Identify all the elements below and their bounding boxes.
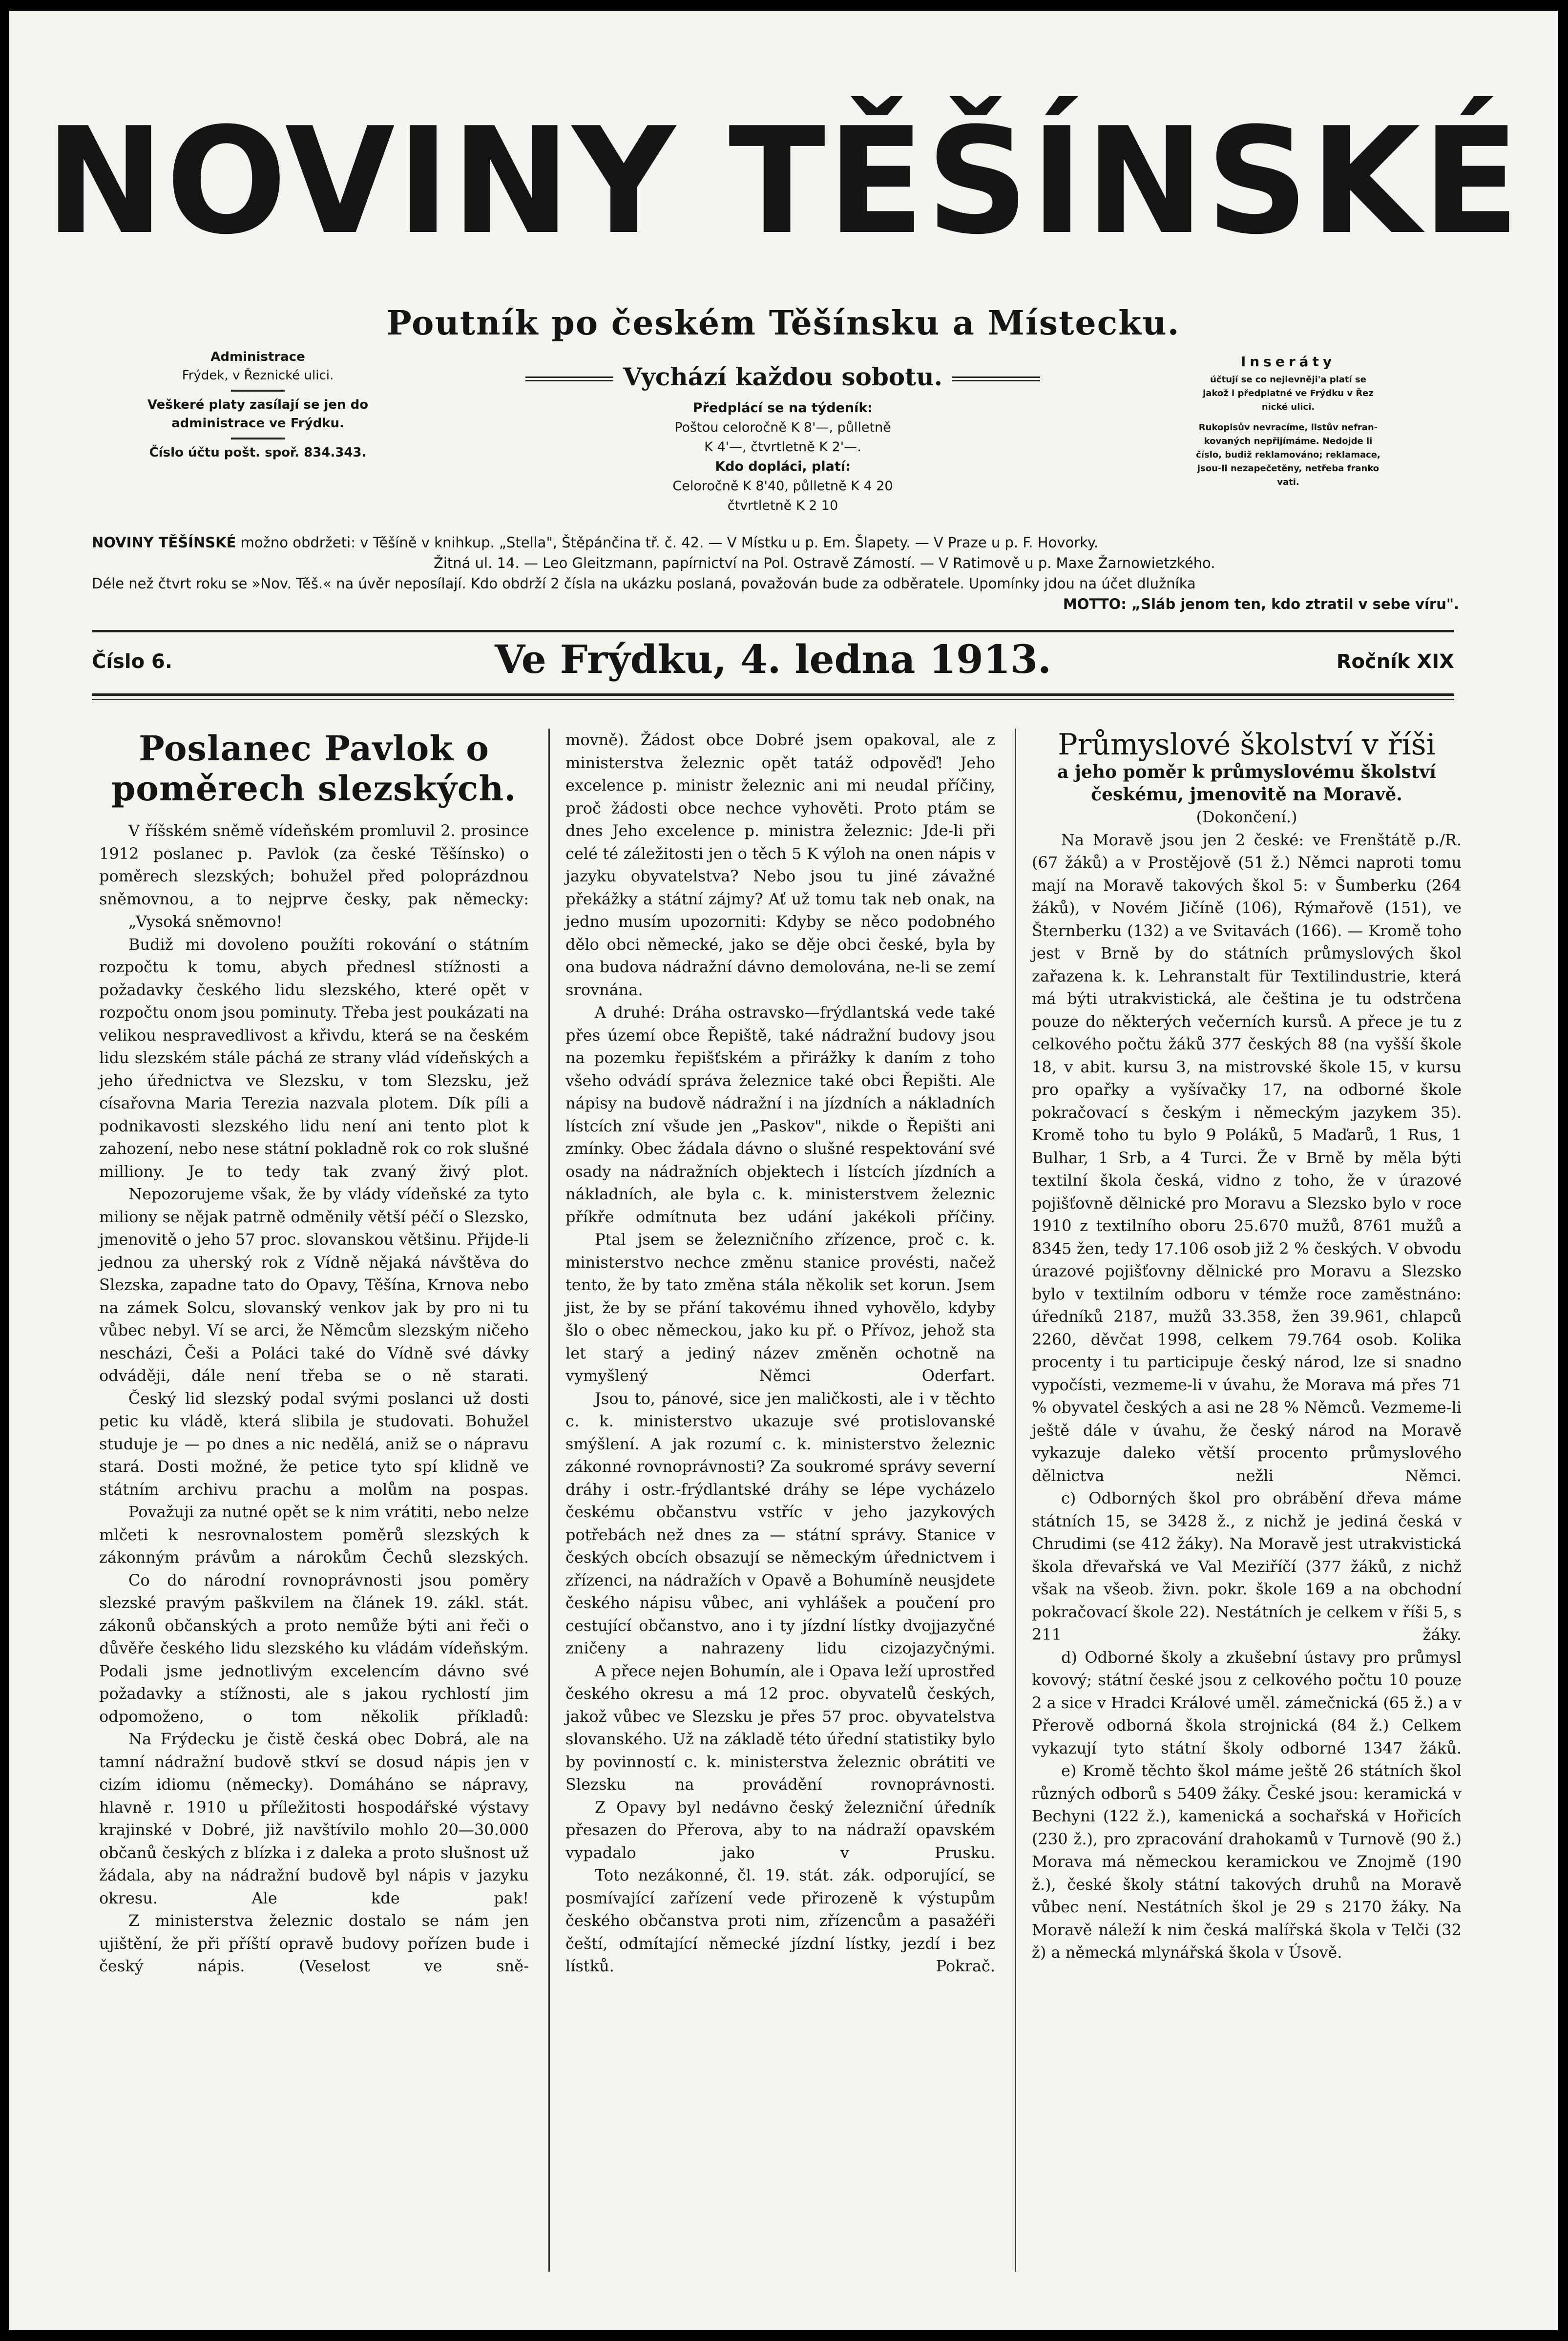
article-subtitle: a jeho poměr k průmyslovému školství českému, jmenovitě na Moravě. <box>1057 762 1436 805</box>
divider <box>231 390 285 392</box>
divider <box>92 693 1454 696</box>
continuation-note: (Dokončení.) <box>1196 808 1297 826</box>
paragraph: Český lid slezský podal svými poslanci už dosti petic ku vládě, která slibila je studovati. Bohužel studuje je — po dnes a nic nedělá, aniž se o nápravu stará. Dosti možné, že petice tyto spí klidně ve státním archivu prachu a molům na pospas. <box>99 1389 529 1499</box>
paragraph: Na Moravě jsou jen 2 české: ve Frenštátě p./R. (67 žáků) a v Prostějově (51 ž.) Němci naproti tomu mají na Moravě takových škol 5: v Šumberku (264 žáků), v Novém Jičíně (106), Rýmařově (151), ve Šternberku (132) a ve Svitavách (166). — Kromě toho jest v Brně by do státních průmyslových škol zařazena k. k. Lehranstalt für Textilindustrie, která má býti utrakvistická, ale čeština je tu odstrčena pouze do některých večerních kursů. A přece je tu z celkového počtu žáků 377 českých 88 (na vyšší škole 18, v abit. kursu 3, na mistrovské škole 15, v kursu pro opařky a vyšívačky 17, na odborné škole pokračovací s českým i německým jazykem 35). Kromě toho tu bylo 9 Poláků, 5 Maďarů, 1 Rus, 1 Bulhar, 1 Srb, a 4 Turci. Že v Brně by měla býti textilní škola česká, vidno z toho, že v úrazové pojišťovně dělnické pro Moravu a Slezsko bylo v roce 1910 z textilního oboru 25.670 mužů, 8761 mužů a 8345 žen, tedy 17.106 osob již 2 % českých. V obvodu úrazové pojišťovny dělnické pro Moravu a Slezsko bylo v textilním odboru v témže roce zaměstnáno: úředníků 2187, mužů 33.358, žen 39.961, chlapců 2260, děvčat 1998, celkem 79.764 osob. Kolika procenty i tu participuje český národ, lze si snadno vypočísti, vezmeme-li v úvahu, že Morava má přes 71 % obyvatel českých a asi ne 28 % Němců. Vezmeme-li ještě dále v úvahu, že český národ na Moravě vykazuje daleko větší procento průmyslového dělnictva nežli Němci. <box>1032 830 1462 1485</box>
paragraph: „Vysoká sněmovno! <box>128 912 283 931</box>
subscription-head: Předplácí se na týdeník: <box>692 400 873 416</box>
paragraph: Považuji za nutné opět se k nim vrátiti, nebo nelze mlčeti k nesrovnalostem poměrů slezských k zákonným právům a nárokům Čechů slezských. <box>99 1503 529 1567</box>
ads-line-4: Rukopisův nevracíme, listův nefran- <box>1198 422 1378 433</box>
administration-box <box>106 348 409 462</box>
ads-line-2: jakož i předplatné ve Frýdku v Řez <box>1203 388 1374 398</box>
distribution-brand: NOVINY TĚŠÍNSKÉ <box>92 534 236 551</box>
paragraph: Z ministerstva železnic dostalo se nám jen ujištění, že při příští opravě budovy pořízen bude i český nápis. (Veselost ve sně- <box>99 1911 529 1975</box>
column-divider <box>1015 729 1016 2272</box>
masthead-title: NOVINY TĚŠÍNSKÉ <box>45 96 1522 267</box>
column-divider <box>548 729 550 2272</box>
administration-note-1: Veškeré platy zasílají se jen do <box>147 397 369 412</box>
ads-line-6: číslo, budiž reklamováno; reklamace, <box>1196 450 1380 460</box>
divider <box>231 438 285 439</box>
paragraph: Z Opavy byl nedávno český železniční úředník přesazen do Přerova, aby to na nádraží opavském vypadalo jako v Prusku. <box>565 1798 995 1862</box>
publication-info <box>502 362 1064 516</box>
distribution-line-3: Déle než čtvrt roku se »Nov. Těš.« na úvěr neposílají. Kdo obdrží 2 čísla na ukázku poslaná, považován bude za odběratele. Upomínky jdou na účet dlužníka <box>92 575 1196 592</box>
paragraph: Nepozorujeme však, že by vlády vídeňské za tyto miliony se nějak patrně odměnily větší péčí o Slezsko, jmenovitě o jeho 57 proc. slovanskou většinu. Přijde-li jednou za uherský rok z Vídně nějaká návštěva do Slezska, zapadne tato do Opavy, Těšína, Krnova nebo na zámek Solcu, slovanský venkov jak by pro ni tu vůbec nebyl. Ví se arci, že Němcům slezským ničeho nescházi, Češi a Poláci také do Vídně své dávky odváději, dále není třeba se o ně starati. <box>99 1185 529 1385</box>
paragraph: Co do národní rovnoprávnosti jsou poměry slezské pravým paškvilem na článek 19. zákl. stát. zákonů občanských a proto nemůže býti ani řeči o důvěře českého lidu slezského ku vládám vídeňským. Podali jsme jednotlivým excelencím dávno své požadavky a stížnosti, ale s jakou rychlostí jim odpomoženo, o tom několik příkladů: <box>99 1570 529 1726</box>
subtitle: Poutník po českém Těšínsku a Místecku. <box>386 304 1180 343</box>
distribution-line-2: Žitná ul. 14. — Leo Gleitzmann, papírnictví na Pol. Ostravě Zámostí. — V Ratimově u p. Maxe Žarnowietzkého. <box>434 555 1215 571</box>
issue-volume: Ročník XIX <box>1336 650 1454 673</box>
frequency: Vychází každou sobotu. <box>623 362 942 391</box>
distribution-info <box>92 532 1459 614</box>
subscription-line-2: K 4'—, čtvrtletně K 2'—. <box>704 439 861 455</box>
ads-line-7: jsou-li nezapečetěny, netřeba franko <box>1197 463 1380 474</box>
postal-account: Číslo účtu pošt. spoř. 834.343. <box>149 445 367 460</box>
advertising-title: Inseráty <box>1240 354 1336 370</box>
column-3 <box>1032 729 1462 1964</box>
paragraph: d) Odborné školy a zkušební ústavy pro průmysl kovový; státní české jsou z celkového počtu 10 pouze 2 a sice v Hradci Králové uměl. zámečnická (65 ž.) a v Přerově odborná škola strojnická (84 ž.) Celkem vykazují tyto státní školy odborné 1347 žáků. <box>1032 1648 1462 1757</box>
ads-line-1: účtují se co nejlevněji'a platí se <box>1210 375 1366 385</box>
column-1 <box>99 729 529 1978</box>
administration-address: Frýdek, v Řeznické ulici. <box>182 368 334 383</box>
paragraph: c) Odborných škol pro obrábění dřeva máme státních 15, se 3428 ž., z nichž je jediná česká v Chrudimi (se 412 žáky). Na Moravě jest utrakvistická škola dřevařská ve Val Meziříčí (377 žáků, z nichž však na všeob. živn. pokr. škole 169 a na obchodní pokračovací škole 22). Nestátních je celkem v říši 5, s 211 žáky. <box>1032 1489 1462 1644</box>
rule-left <box>525 376 613 381</box>
paragraph: Jsou to, pánové, sice jen maličkosti, ale i v těchto c. k. ministerstvo ukazuje své protislovanské smýšlení. A jak rozumí c. k. ministerstvo železnic zákonné rovnoprávnosti? Za soukromé správy severní dráhy i ostr.-frýdlantské dráhy se lépe vycházelo českému občanstvu vstříc v jeho jazykových potřebách než dnes za — státní správy. Stanice v českých obcích obsazují se německým úřednictvem i zřízenci, na nádražích v Opavě a Bohumíně neusjdete českého nápisu vůbec, ani vyhlášek a poučení pro cestující občanstvo, ano i ty jízdní lístky dvojjazyčné zničeny a nahrazeny lidu cizojazyčnými. <box>565 1389 995 1657</box>
paragraph: Ptal jsem se železničního zřízence, proč c. k. ministerstvo nechce změnu stanice provésti, načež tento, že by tato změna stála několik set korun. Jsem jist, že by se přání takovému ihned vyhovělo, kdyby šlo o obec německou, jako ku př. o Přívoz, jehož sta let starý a jediný název změněn ochotně na vymyšlený Němci Oderfart. <box>565 1230 995 1385</box>
delivery-line-1: Celoročně K 8'40, půlletně K 4 20 <box>672 479 893 494</box>
paragraph: A přece nejen Bohumín, ale i Opava leží uprostřed českého okresu a má 12 proc. obyvatelů českých, jakož vůbec ve Slezsku je přes 57 proc. obyvatelstva slovanského. Už na základě této úřední statistiky bylo by povinností c. k. ministerstva železnic obrátiti ve Slezsku na provádění rovnoprávnosti. <box>565 1661 995 1794</box>
issue-number: Číslo 6. <box>92 650 173 673</box>
paragraph: e) Kromě těchto škol máme ještě 26 státních škol různých odborů s 5409 žáky. České jsou: keramická v Bechyni (122 ž.), kamenická a sochařská v Hořicích (230 ž.), pro zpracování drahokamů v Turnově (90 ž.) Morava má německou keramickou ve Znojmě (190 ž.), české školy státní takových druhů na Moravě vůbec není. Nestátních škol je 29 s 2170 žáky. Na Moravě náleží k nim česká malířská škola v Telči (32 ž) a německá mlynářská škola v Úsově. <box>1032 1761 1462 1962</box>
advertising-box <box>1142 353 1435 496</box>
column-2 <box>565 729 995 1978</box>
subscription-line-1: Poštou celoročně K 8'—, půlletně <box>674 420 891 435</box>
frequency-line <box>502 362 1064 392</box>
issue-date: Ve Frýdku, 4. ledna 1913. <box>495 636 1051 682</box>
ads-line-8: vati. <box>1277 477 1299 487</box>
delivery-head: Kdo dopláci, platí: <box>715 459 851 474</box>
paragraph: A druhé: Dráha ostravsko—frýdlantská vede také přes území obce Řepiště, také nádražní budovy jsou na pozemku řepišťském a přirážky k daním z toho všeho odvádí správa železnice také obci Řepišti. Ale nápisy na budově nádražní i na jízdních a nákladních lístcích zní všude jen „Paskov", nikde o Řepišti ani zmínky. Obec žádala dávno o slušné respektování své osady na nádražních objektech i lístcích jízdních a nákladních, ale byla c. k. ministerstvem železnic příkře odmítnuta bez udání jakékoli příčiny. <box>565 1003 995 1226</box>
newspaper-page <box>9 11 1558 2330</box>
paragraph: V říšském sněmě vídeňském promluvil 2. prosince 1912 poslanec p. Pavlok (za české Těšínsko) o poměrech slezských; bohužel před poloprázdnou sněmovnou, a to nejprve česky, pak německy: <box>99 821 529 908</box>
paragraph: Toto nezákonné, čl. 19. stát. zák. odporující, se posmívající zařízení vede přirozeně k výstupům českého občanstva proti nim, zřízencům a pasažéři čeští, odmítající německé jízdní lístky, jezdí i bez lístků. Pokrač. <box>565 1866 995 1975</box>
dateline <box>92 635 1454 689</box>
article-title: Poslanec Pavlok o poměrech slezských. <box>111 728 517 809</box>
paragraph: Na Frýdecku je čistě česká obec Dobrá, ale na tamní nádražní budově stkví se dosud nápis jen v cizím idiomu (německy). Domáháno se nápravy, hlavně r. 1910 u příležitosti hospodářské výstavy krajinské v Dobré, již navštívilo mohlo 20—30.000 občanů českých z blízka i z daleka a proto slušnost už žádala, aby na nádražní budově byl nápis v jazyku okresu. Ale kde pak! <box>99 1730 529 1907</box>
ads-line-3: nické ulici. <box>1261 402 1315 412</box>
delivery-line-2: čtvrtletně K 2 10 <box>727 498 838 513</box>
paragraph: movně). Žádost obce Dobré jsem opakoval, ale z ministerstva železnic opět tatáž odpověď! Jeho excelence p. ministr železnic ani mi neudal příčiny, proč žádosti obce nechce vyhověti. Proto ptám se dnes Jeho excelence p. ministra železnic: Jde-li při celé té záležitosti jen o těch 5 K výloh na onen nápis v jazyku obyvatelstva? Nebo jsou tu jiné závažné překážky a státní zájmy? Ať už tomu tak neb onak, na jedno musím upozorniti: Kdyby se něco podobného dělo obci německé, jako se děje obci české, byla by ona budova nádražní dávno demolována, ne-li se zemí srovnána. <box>565 731 995 999</box>
distribution-line-1: možno obdržeti: v Těšíně v knihkup. „Stella", Štěpánčina tř. č. 42. — V Místku u p. Em. Šlapety. — V Praze u p. F. Hovorky. <box>240 534 1099 551</box>
motto: MOTTO: „Sláb jenom ten, kdo ztratil v sebe víru". <box>1063 596 1459 612</box>
administration-note-2: administrace ve Frýdku. <box>171 416 344 431</box>
rule-right <box>952 376 1040 381</box>
divider <box>92 630 1454 632</box>
article-title: Průmyslové školství v říši <box>1058 728 1436 762</box>
administration-title: Administrace <box>210 350 305 364</box>
ads-line-5: kovaných nepřijímáme. Nedojde li <box>1204 436 1373 446</box>
divider <box>92 699 1454 700</box>
paragraph: Budiž mi dovoleno použíti rokování o státním rozpočtu k tomu, abych přednesl stížnosti a požadavky českého lidu slezského, které opět v rozpočtu onom jsou pominuty. Třeba jest poukázati na velikou nespravedlivost a křivdu, která se na českém lidu slezském stále páchá ze strany vlád vídeňských a jeho úřednictva ve Slezsku, v tom Slezsku, jež císařovna Maria Terezia nazvala plotem. Dík píli a podnikavosti slezského lidu není ani tento plot k zahození, nebo nese státní pokladně rok co rok slušné milliony. Je to tedy tak zvaný živý plot. <box>99 935 529 1181</box>
